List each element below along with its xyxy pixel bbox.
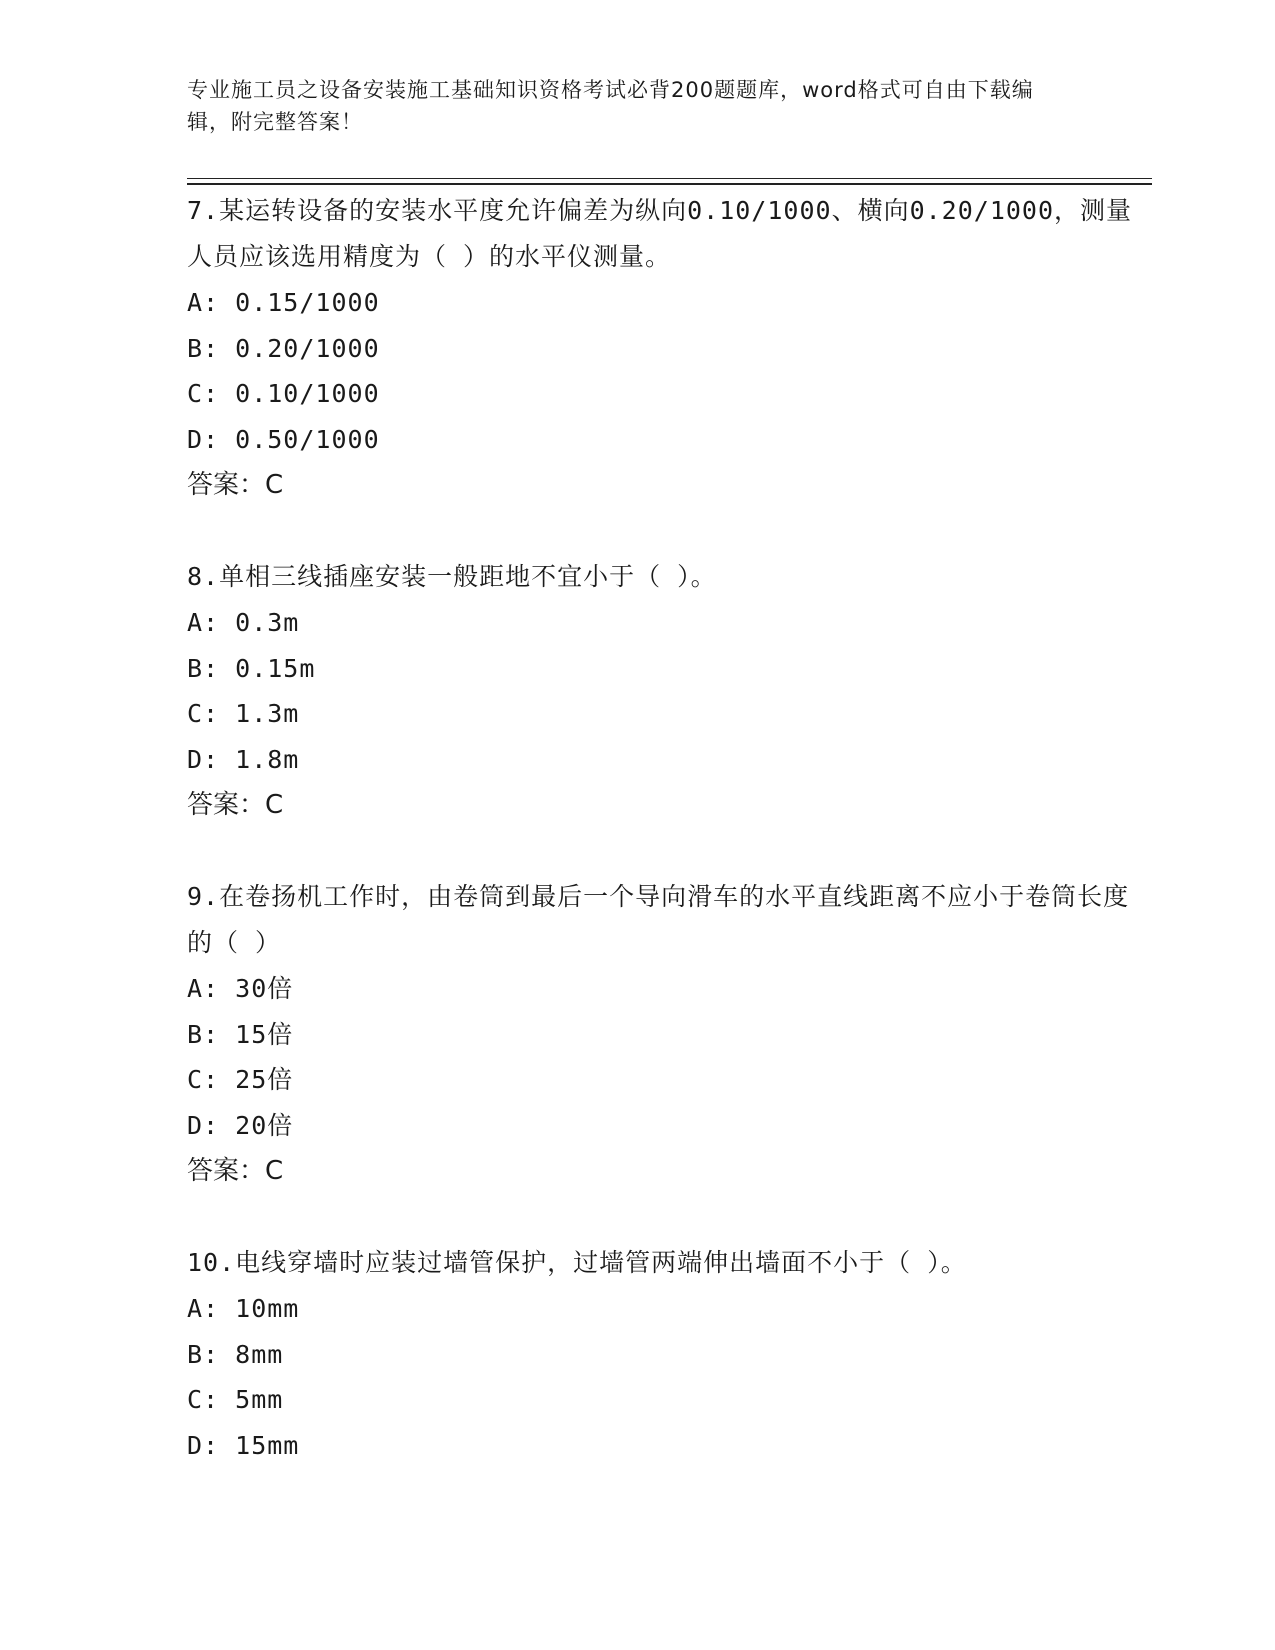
option-b: B: 15倍 xyxy=(187,1019,294,1049)
option-d: D: 15mm xyxy=(187,1430,300,1460)
option-d: D: 20倍 xyxy=(187,1110,294,1140)
question-stem: 10.电线穿墙时应装过墙管保护，过墙管两端伸出墙面不小于（ ）。 xyxy=(187,1248,967,1277)
question-stem: 8.单相三线插座安装一般距地不宜小于（ ）。 xyxy=(187,562,717,591)
answer-label: 答案：C xyxy=(187,470,284,500)
question-stem: 9.在卷扬机工作时，由卷筒到最后一个导向滑车的水平直线距离不应小于卷筒长度的（ ） xyxy=(187,882,1130,957)
document-title: 专业施工员之设备安装施工基础知识资格考试必背200题题库，word格式可自由下载编辑，附完整答案！ xyxy=(187,78,1034,134)
question-10 xyxy=(187,1240,1147,1468)
answer-label: 答案：C xyxy=(187,790,284,820)
option-d: D: 1.8m xyxy=(187,744,300,774)
option-b: B: 0.20/1000 xyxy=(187,333,380,363)
option-c: C: 0.10/1000 xyxy=(187,379,380,408)
option-b: B: 8mm xyxy=(187,1339,284,1369)
option-d: D: 0.50/1000 xyxy=(187,424,380,454)
option-c: C: 5mm xyxy=(187,1385,284,1414)
question-8 xyxy=(187,554,1147,828)
option-a: A: 30倍 xyxy=(187,974,294,1003)
option-a: A: 10mm xyxy=(187,1294,300,1323)
answer-label: 答案：C xyxy=(187,1156,284,1186)
spacer xyxy=(187,1194,1147,1240)
question-stem: 7.某运转设备的安装水平度允许偏差为纵向0.10/1000、横向0.20/1000，测量人员应该选用精度为（ ）的水平仪测量。 xyxy=(187,196,1133,271)
option-c: C: 1.3m xyxy=(187,699,300,728)
option-a: A: 0.3m xyxy=(187,608,300,637)
question-7 xyxy=(187,188,1147,508)
question-9 xyxy=(187,874,1147,1194)
header-divider-thick xyxy=(187,183,1152,185)
option-b: B: 0.15m xyxy=(187,653,316,683)
option-a: A: 0.15/1000 xyxy=(187,288,380,317)
spacer xyxy=(187,828,1147,874)
spacer xyxy=(187,508,1147,554)
question-list xyxy=(187,188,1147,1468)
header-divider-thin xyxy=(187,178,1152,179)
option-c: C: 25倍 xyxy=(187,1065,294,1094)
